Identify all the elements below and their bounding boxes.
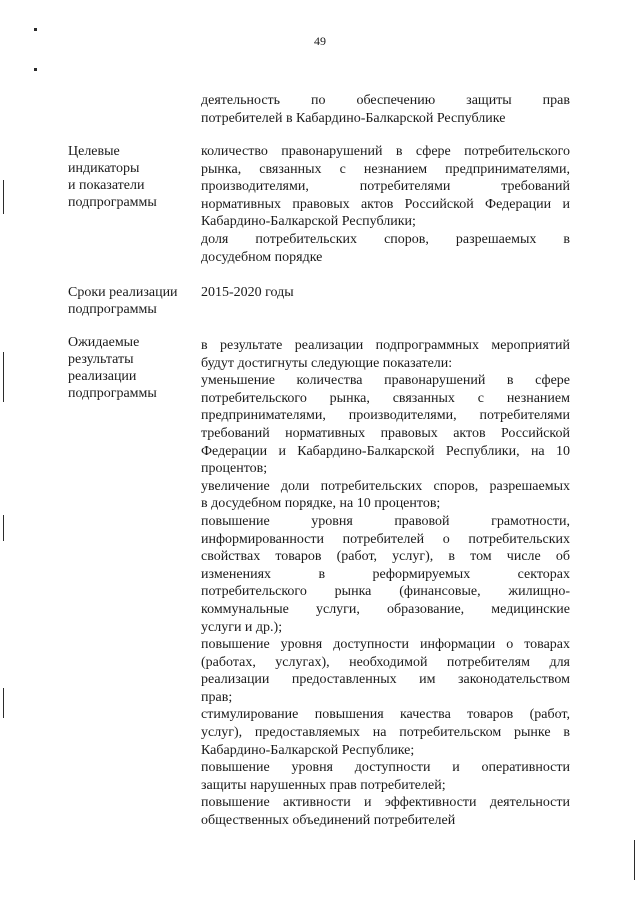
label-line: и показатели — [68, 178, 145, 193]
label-line: Сроки реализации — [68, 285, 178, 300]
label-line: результаты — [68, 352, 134, 367]
text-line: услуг), предоставляемых на потребительском рынке в — [201, 725, 570, 741]
text-line: 2015-2020 годы — [201, 285, 294, 300]
text-line: повышение уровня доступности и оперативности — [201, 760, 570, 776]
text-line: в результате реализации подпрограммных мероприятий — [201, 338, 570, 353]
text-line: предпринимателями, производителями, потребителями — [201, 408, 570, 424]
page-number: 49 — [314, 34, 326, 48]
label-line: Целевые — [68, 144, 120, 159]
section-label — [68, 284, 196, 318]
text-line: будут достигнуты следующие показатели: — [201, 355, 453, 371]
text-line: деятельность по обеспечению защиты прав — [201, 93, 570, 108]
text-line: услуги и др.); — [201, 619, 283, 635]
text-line: прав; — [201, 689, 233, 705]
text-line: увеличение доли потребительских споров, разрешаемых — [201, 478, 570, 494]
text-line: коммунальные услуги, образование, медицинские — [201, 601, 570, 617]
text-line: потребительского рынка, связанных с незнанием — [201, 390, 570, 406]
text-line: требований нормативных правовых актов Российской — [201, 425, 570, 441]
text-line: повышение уровня правовой грамотности, — [201, 513, 570, 529]
text-line: общественных объединений потребителей — [201, 813, 456, 829]
text-line: Федерации и Кабардино-Балкарской Республики, на 10 — [201, 443, 570, 459]
text-line: защиты нарушенных прав потребителей; — [201, 777, 446, 793]
text-line: доля потребительских споров, разрешаемых в — [201, 231, 570, 247]
section-content — [201, 337, 570, 830]
label-line: подпрограммы — [68, 386, 157, 401]
text-line: Кабардино-Балкарской Республике; — [201, 742, 415, 758]
text-line: (работах, услугах), необходимой потребителям для — [201, 654, 570, 670]
text-line: потребительского рынка (финансовые, жилищно- — [201, 584, 570, 600]
text-line: информированности потребителей о потребительских — [201, 531, 570, 547]
scan-mark — [3, 352, 4, 402]
section-content — [201, 143, 570, 266]
text-line: в досудебном порядке, на 10 процентов; — [201, 496, 441, 512]
text-line: изменениях в реформируемых секторах — [201, 566, 570, 582]
text-line: свойствах товаров (работ, услуг), в том числе об — [201, 549, 570, 565]
text-line: Кабардино-Балкарской Республики; — [201, 214, 416, 230]
section-label — [68, 334, 196, 402]
text-line: повышение уровня доступности информации о товарах — [201, 637, 570, 653]
scan-mark — [3, 180, 4, 214]
scan-mark — [3, 688, 4, 718]
text-line: процентов; — [201, 461, 268, 477]
section-content — [201, 284, 570, 302]
text-line: производителями, потребителями требований — [201, 179, 570, 195]
text-line: потребителей в Кабардино-Балкарской Республике — [201, 110, 506, 126]
scan-mark — [3, 515, 4, 541]
label-line: подпрограммы — [68, 302, 157, 317]
text-line: стимулирование повышения качества товаров (работ, — [201, 707, 570, 723]
text-line: реализации предоставленных им законодательством — [201, 672, 570, 688]
scan-mark — [34, 68, 37, 71]
text-line: уменьшение количества правонарушений в сфере — [201, 373, 570, 389]
section-label — [68, 143, 196, 211]
label-line: Ожидаемые — [68, 335, 140, 350]
label-line: реализации — [68, 369, 137, 384]
label-line: подпрограммы — [68, 195, 157, 210]
label-line: индикаторы — [68, 161, 140, 176]
scan-mark — [34, 28, 37, 31]
text-line: повышение активности и эффективности деятельности — [201, 795, 570, 811]
text-line: нормативных правовых актов Российской Федерации и — [201, 196, 570, 212]
text-line: досудебном порядке — [201, 249, 323, 265]
scan-mark — [634, 840, 635, 880]
continuation-block — [201, 92, 570, 127]
text-line: количество правонарушений в сфере потребительского — [201, 144, 570, 159]
text-line: рынка, связанных с незнанием предпринимателями, — [201, 161, 570, 177]
